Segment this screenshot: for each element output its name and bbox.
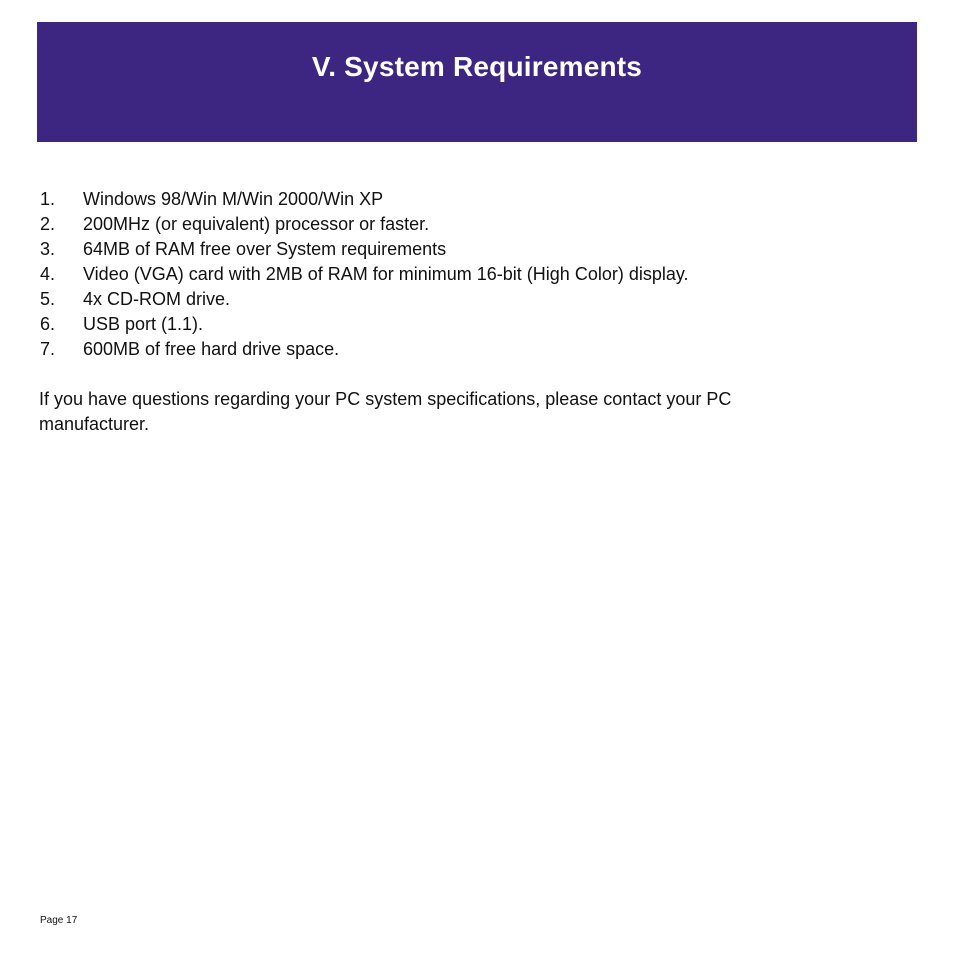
list-item-number: 7. [40, 339, 56, 359]
list-item-text: 4x CD-ROM drive. [83, 289, 231, 309]
list-item-number: 5. [40, 289, 56, 309]
header-band [37, 22, 917, 142]
list-item-text: 64MB of RAM free over System requirements [83, 239, 447, 259]
list-item [40, 287, 920, 312]
list-item [40, 237, 920, 262]
list-item-text: USB port (1.1). [83, 314, 204, 334]
page-title: V. System Requirements [311, 51, 643, 82]
page-number: Page 17 [40, 915, 78, 926]
list-item [40, 262, 920, 287]
list-item-number: 2. [40, 214, 56, 234]
list-item-number: 3. [40, 239, 56, 259]
list-item [40, 212, 920, 237]
list-item [40, 337, 920, 362]
list-item-number: 6. [40, 314, 56, 334]
list-item-number: 1. [40, 189, 56, 209]
list-item-text: Windows 98/Win M/Win 2000/Win XP [83, 189, 384, 209]
list-item-text: 200MHz (or equivalent) processor or faster. [83, 214, 430, 234]
list-item-text: 600MB of free hard drive space. [83, 339, 340, 359]
list-item-number: 4. [40, 264, 56, 284]
list-item-text: Video (VGA) card with 2MB of RAM for minimum 16-bit (High Color) display. [83, 264, 689, 284]
requirements-list [40, 187, 920, 362]
list-item [40, 312, 920, 337]
contact-note: If you have questions regarding your PC system specifications, please contact your PC manufacturer. [39, 389, 732, 434]
list-item [40, 187, 920, 212]
